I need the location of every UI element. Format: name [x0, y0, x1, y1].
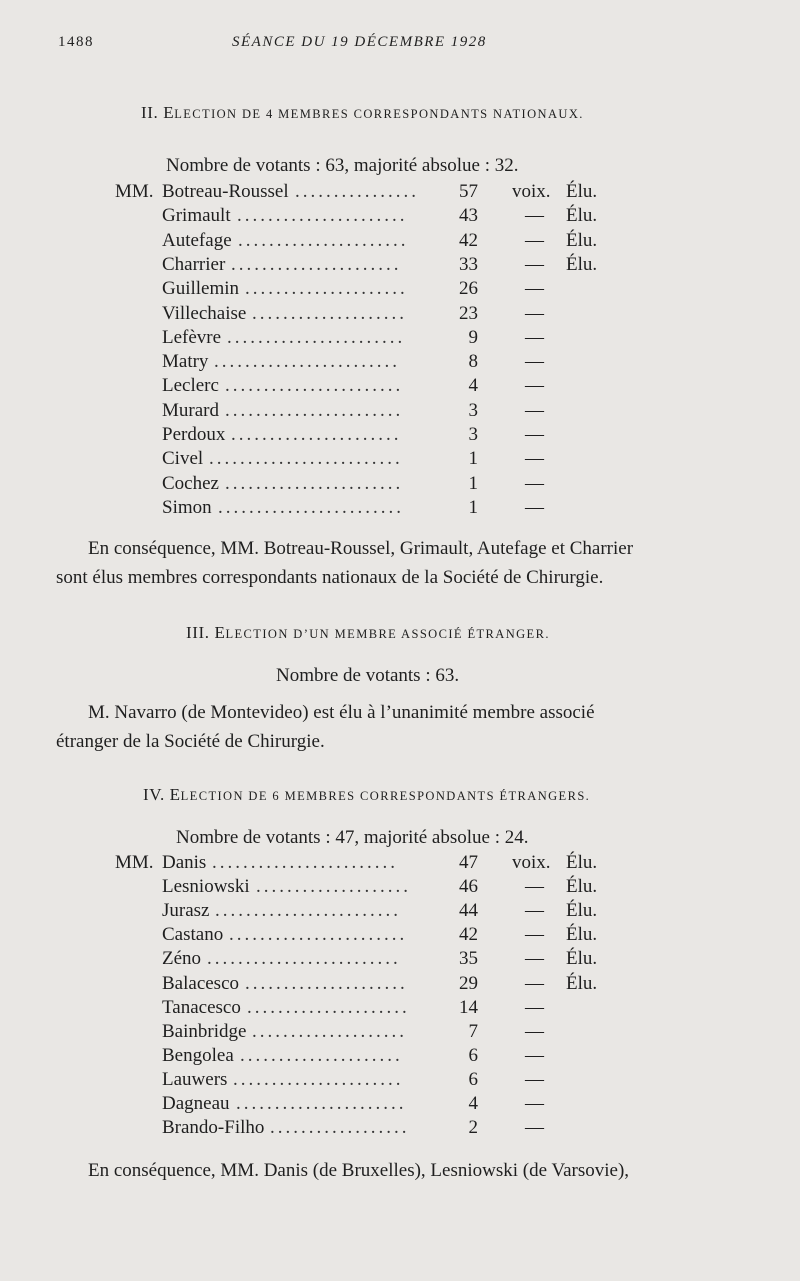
result-row [0, 181, 800, 205]
vote-mark: — [525, 229, 544, 251]
leader-dots: ......................... [209, 448, 403, 470]
section-4-numeral: IV. [143, 785, 165, 804]
names-prefix: MM. [115, 181, 154, 202]
section-3-text [56, 698, 746, 756]
candidate-name: Charrier [162, 253, 226, 275]
candidate-name: Zéno [162, 948, 202, 970]
result-row [0, 1069, 800, 1093]
candidate-name: Jurasz [162, 900, 210, 922]
vote-count: 43 [459, 205, 478, 227]
section-3-voter-count: Nombre de votants : 63. [276, 665, 460, 686]
section-3-heading [186, 623, 550, 643]
leader-dots: .................... [252, 1020, 407, 1042]
election-result: Élu. [566, 924, 598, 946]
result-row [0, 876, 800, 900]
vote-mark: — [525, 1020, 544, 1042]
leader-dots: ...................... [231, 424, 402, 445]
vote-count: 4 [468, 375, 478, 397]
leader-dots: ..................... [245, 972, 408, 994]
vote-count: 6 [468, 1044, 478, 1066]
vote-count: 1 [468, 496, 478, 518]
section-3-title-initial: E [214, 623, 226, 642]
vote-count: 1 [468, 448, 478, 470]
section-4-heading [143, 785, 590, 805]
vote-count: 6 [468, 1068, 478, 1090]
vote-count: 42 [459, 229, 478, 251]
section-2-conclusion [56, 534, 746, 592]
election-result: Élu. [566, 253, 598, 275]
vote-mark: — [525, 1093, 544, 1114]
candidate-name: Matry [162, 351, 209, 373]
vote-mark: — [525, 1117, 544, 1139]
vote-mark: — [525, 876, 544, 898]
leader-dots: ................ [295, 181, 419, 202]
leader-dots: .................... [256, 876, 411, 898]
leader-dots: ......................... [207, 948, 401, 970]
leader-dots: ........................ [212, 852, 398, 873]
section-2-numeral: II. [141, 103, 159, 122]
candidate-name: Lefèvre [162, 326, 222, 348]
vote-mark: — [525, 924, 544, 946]
section-2-conclusion-line-1: En conséquence, MM. Botreau-Roussel, Grimault, Autefage et Charrier [88, 538, 634, 559]
section-3-numeral: III. [186, 623, 210, 642]
vote-count: 4 [468, 1093, 478, 1114]
leader-dots: ..................... [247, 996, 410, 1018]
vote-count: 26 [459, 278, 478, 300]
election-result: Élu. [566, 181, 598, 202]
leader-dots: ....................... [225, 375, 404, 397]
candidate-name: Brando-Filho [162, 1117, 265, 1139]
result-row [0, 205, 800, 229]
candidate-name: Tanacesco [162, 996, 241, 1018]
leader-dots: ...................... [233, 1068, 404, 1090]
section-4-conclusion-line-1: En conséquence, MM. Danis (de Bruxelles), Lesniowski (de Varsovie), [88, 1160, 630, 1181]
vote-count: 1 [468, 472, 478, 494]
candidate-name: Murard [162, 399, 219, 421]
result-row [0, 351, 800, 375]
section-2-title: LECTION DE 4 MEMBRES CORRESPONDANTS NATIONAUX. [174, 107, 584, 121]
candidate-name: Balacesco [162, 972, 240, 994]
result-row [0, 973, 800, 997]
candidate-name: Bengolea [162, 1044, 234, 1066]
vote-count: 42 [459, 924, 478, 946]
result-row [0, 852, 800, 876]
vote-count: 57 [459, 181, 478, 202]
election-result: Élu. [566, 852, 598, 873]
names-prefix: MM. [115, 852, 154, 873]
leader-dots: ........................ [215, 900, 401, 922]
candidate-name: Villechaise [162, 302, 247, 324]
leader-dots: ..................... [245, 278, 408, 300]
vote-mark: — [525, 375, 544, 397]
leader-dots: ........................ [218, 496, 404, 518]
vote-count: 7 [468, 1020, 478, 1042]
vote-mark: — [525, 900, 544, 922]
candidate-name: Autefage [162, 229, 232, 251]
result-row [0, 424, 800, 448]
vote-count: 44 [459, 900, 478, 922]
election-result: Élu. [566, 900, 598, 922]
result-row [0, 1093, 800, 1117]
vote-mark: voix. [512, 852, 551, 873]
vote-mark: — [525, 996, 544, 1018]
section-3-text-line-2: étranger de la Société de Chirurgie. [56, 731, 325, 752]
section-2-title-initial: E [163, 103, 175, 122]
candidate-name: Guillemin [162, 278, 240, 300]
leader-dots: ..................... [240, 1044, 403, 1066]
vote-mark: — [525, 351, 544, 373]
vote-mark: — [525, 948, 544, 970]
vote-mark: — [525, 302, 544, 324]
vote-mark: — [525, 972, 544, 994]
leader-dots: ...................... [237, 205, 408, 227]
leader-dots: ....................... [225, 399, 404, 421]
result-row [0, 400, 800, 424]
leader-dots: ....................... [227, 326, 406, 348]
election-result: Élu. [566, 205, 598, 227]
candidate-name: Leclerc [162, 375, 219, 397]
result-row [0, 1021, 800, 1045]
vote-mark: voix. [512, 181, 551, 202]
vote-count: 23 [459, 302, 478, 324]
candidate-name: Perdoux [162, 424, 226, 445]
candidate-name: Grimault [162, 205, 231, 227]
vote-mark: — [525, 448, 544, 470]
section-3-text-line-1: M. Navarro (de Montevideo) est élu à l’unanimité membre associé [88, 702, 595, 723]
candidate-name: Dagneau [162, 1093, 230, 1114]
vote-mark: — [525, 278, 544, 300]
page-number: 1488 [58, 34, 94, 50]
result-row [0, 997, 800, 1021]
leader-dots: ...................... [236, 1093, 407, 1114]
leader-dots: ....................... [225, 472, 404, 494]
section-3-title: LECTION D’UN MEMBRE ASSOCIÉ ÉTRANGER. [225, 627, 550, 641]
section-2-conclusion-line-2: sont élus membres correspondants nationaux de la Société de Chirurgie. [56, 567, 604, 588]
candidate-name: Danis [162, 852, 207, 873]
candidate-name: Botreau-Roussel [162, 181, 289, 202]
candidate-name: Civel [162, 448, 204, 470]
result-row [0, 900, 800, 924]
vote-count: 35 [459, 948, 478, 970]
result-row [0, 497, 800, 521]
vote-mark: — [525, 1068, 544, 1090]
election-result: Élu. [566, 972, 598, 994]
leader-dots: ...................... [238, 229, 409, 251]
vote-mark: — [525, 1044, 544, 1066]
vote-mark: — [525, 472, 544, 494]
vote-mark: — [525, 205, 544, 227]
leader-dots: ....................... [229, 924, 408, 946]
result-row [0, 448, 800, 472]
result-row [0, 327, 800, 351]
vote-mark: — [525, 424, 544, 445]
result-row [0, 278, 800, 302]
vote-count: 14 [459, 996, 478, 1018]
result-row [0, 1117, 800, 1141]
vote-count: 9 [468, 326, 478, 348]
vote-mark: — [525, 326, 544, 348]
vote-count: 3 [468, 399, 478, 421]
section-2-voter-count: Nombre de votants : 63, majorité absolue : 32. [166, 155, 519, 176]
election-result: Élu. [566, 876, 598, 898]
section-4-title: LECTION DE 6 MEMBRES CORRESPONDANTS ÉTRANGERS. [180, 789, 591, 803]
candidate-name: Castano [162, 924, 224, 946]
result-row [0, 473, 800, 497]
vote-count: 2 [468, 1117, 478, 1139]
vote-count: 47 [459, 852, 478, 873]
vote-count: 46 [459, 876, 478, 898]
result-row [0, 230, 800, 254]
result-row [0, 948, 800, 972]
candidate-name: Bainbridge [162, 1020, 247, 1042]
vote-count: 33 [459, 253, 478, 275]
result-row [0, 924, 800, 948]
vote-mark: — [525, 253, 544, 275]
vote-mark: — [525, 496, 544, 518]
result-row [0, 303, 800, 327]
vote-count: 8 [468, 351, 478, 373]
result-row [0, 1045, 800, 1069]
election-result: Élu. [566, 948, 598, 970]
leader-dots: ........................ [214, 351, 400, 373]
result-row [0, 375, 800, 399]
vote-mark: — [525, 399, 544, 421]
candidate-name: Cochez [162, 472, 219, 494]
section-4-voter-count: Nombre de votants : 47, majorité absolue : 24. [176, 827, 529, 848]
candidate-name: Simon [162, 496, 212, 518]
vote-count: 3 [468, 424, 478, 445]
running-title: SÉANCE DU 19 DÉCEMBRE 1928 [232, 34, 487, 50]
vote-count: 29 [459, 972, 478, 994]
election-result: Élu. [566, 229, 598, 251]
result-row [0, 254, 800, 278]
section-4-title-initial: E [169, 785, 181, 804]
section-4-conclusion [56, 1156, 746, 1185]
section-2-heading [141, 103, 584, 123]
candidate-name: Lauwers [162, 1068, 228, 1090]
leader-dots: .................. [270, 1117, 410, 1139]
leader-dots: ...................... [231, 253, 402, 275]
leader-dots: .................... [252, 302, 407, 324]
candidate-name: Lesniowski [162, 876, 250, 898]
